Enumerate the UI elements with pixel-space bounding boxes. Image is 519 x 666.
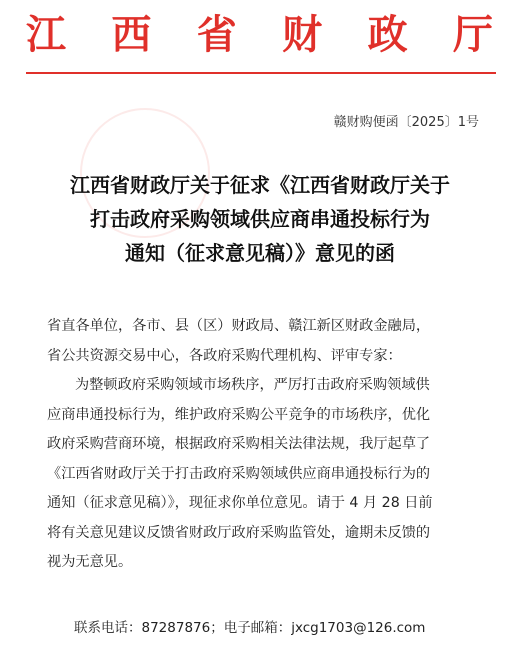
- header-char: 厅: [452, 11, 493, 58]
- body-line: 视为无意见。: [47, 554, 133, 570]
- contact-info: 联系电话：87287876；电子邮箱：jxcg1703@126.com: [74, 620, 426, 636]
- body-line: 通知（征求意见稿）》，现征求你单位意见。请于 4 月 28 日前: [47, 495, 433, 511]
- addressee-line: 省直各单位，各市、县（区）财政局、赣江新区财政金融局，: [47, 318, 431, 334]
- header-char: 省: [196, 11, 237, 58]
- document-title: [30, 168, 490, 270]
- issuer-header: [0, 10, 519, 60]
- header-char: 江: [26, 11, 66, 58]
- title-line: 通知（征求意见稿）》意见的函: [125, 241, 395, 265]
- header-char: 政: [367, 11, 408, 58]
- body-line: 将有关意见建议反馈省财政厅政府采购监管处，逾期未反馈的: [47, 524, 431, 541]
- body-line: 应商串通投标行为，维护政府采购公平竞争的市场秩序，优化: [47, 406, 431, 423]
- body-line: 《江西省财政厅关于打击政府采购领域供应商串通投标行为的: [47, 465, 431, 482]
- document-body: [47, 312, 487, 578]
- title-line: 江西省财政厅关于征求《江西省财政厅关于: [70, 173, 450, 197]
- body-line: 政府采购营商环境，根据政府采购相关法律法规，我厅起草了: [47, 436, 431, 452]
- header-divider: [26, 72, 496, 74]
- header-char: 西: [111, 11, 152, 58]
- header-char: 财: [282, 11, 323, 58]
- addressee-line: 省公共资源交易中心，各政府采购代理机构、评审专家：: [47, 347, 402, 364]
- body-line: 为整顿政府采购领域市场秩序，严厉打击政府采购领域供: [75, 377, 430, 393]
- title-line: 打击政府采购领域供应商串通投标行为: [90, 207, 430, 231]
- document-number: 赣财购便函〔2025〕1号: [333, 115, 479, 130]
